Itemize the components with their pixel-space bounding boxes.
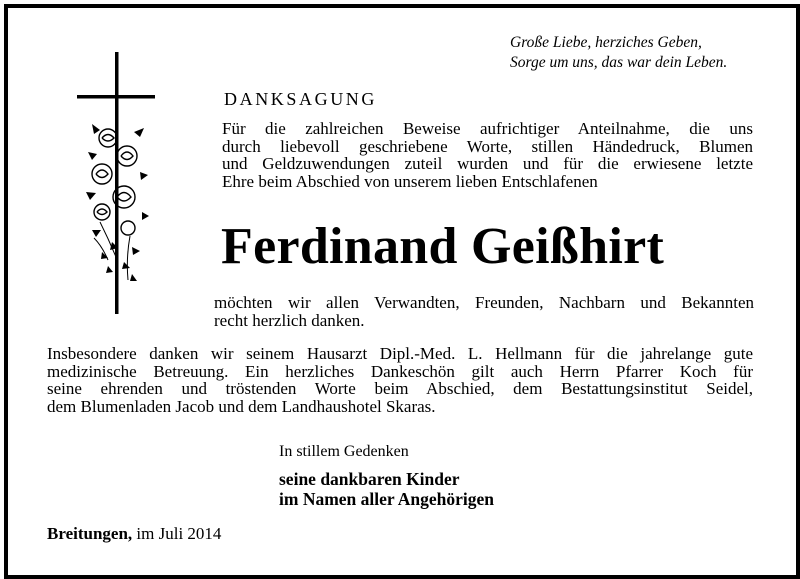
verse-line: Große Liebe, herziches Geben,	[510, 34, 702, 51]
thanks-paragraph	[214, 294, 754, 330]
intro-paragraph	[222, 120, 753, 190]
place-date-text: im Juli 2014	[136, 524, 222, 543]
intro-line: Für die zahlreichen Beweise aufrichtiger Anteilnahme, die uns	[222, 119, 753, 138]
thanks-line: möchten wir allen Verwandten, Freunden, Nachbarn und Bekannten	[214, 293, 754, 312]
signature-line: seine dankbaren Kinder	[279, 469, 460, 489]
heading-danksagung: DANKSAGUNG	[224, 89, 378, 109]
body-line: medizinische Betreuung. Ein herzliches Dankeschön gilt auch Herrn Pfarrer Koch für	[47, 361, 753, 381]
intro-line: durch liebevoll geschriebene Worte, stillen Händedruck, Blumen	[222, 136, 753, 156]
deceased-name: Ferdinand Geißhirt	[221, 218, 665, 275]
place-town: Breitungen,	[47, 524, 133, 543]
intro-line: Ehre beim Abschied von unserem lieben Entschlafenen	[222, 171, 598, 191]
body-line: Insbesondere danken wir seinem Hausarzt Dipl.-Med. L. Hellmann für die jahrelange gute	[47, 344, 753, 363]
intro-line: und Geldzuwendungen zuteil wurden und für die erwiesene letzte	[222, 154, 753, 173]
body-line: dem Blumenladen Jacob und dem Landhaushotel Skaras.	[47, 396, 436, 416]
signature-line: im Namen aller Angehörigen	[279, 489, 495, 509]
verse-line: Sorge um uns, das war dein Leben.	[510, 54, 728, 71]
thanks-line: recht herzlich danken.	[214, 311, 365, 330]
memorial-line: In stillem Gedenken	[279, 443, 409, 460]
cross-with-roses-icon	[72, 52, 162, 322]
body-paragraph	[47, 345, 753, 415]
signature-block	[279, 469, 494, 509]
body-line: seine ehrenden und tröstenden Worte beim Abschied, dem Bestattungsinstitut Seidel,	[47, 379, 753, 398]
memorial-verse	[510, 33, 727, 73]
place-date	[47, 524, 221, 544]
